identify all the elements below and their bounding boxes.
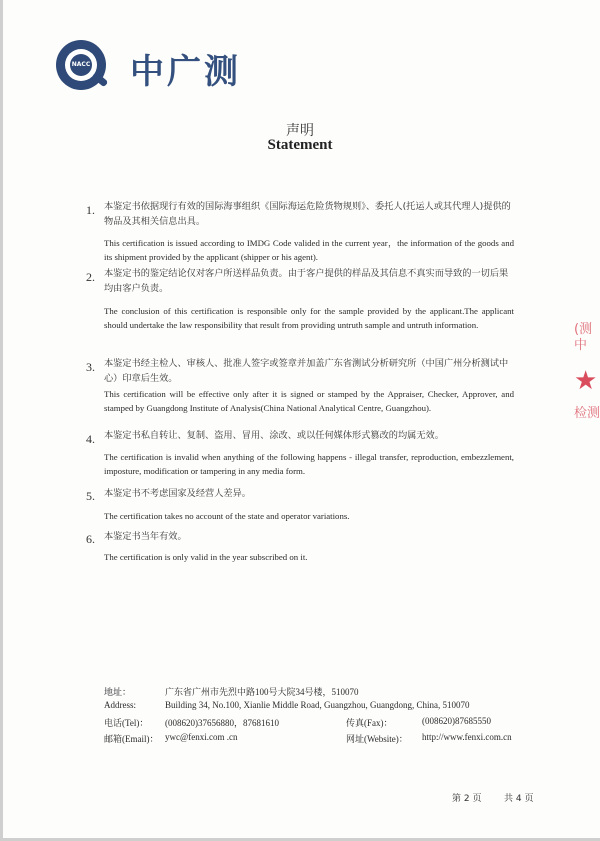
item-number: 4.	[86, 432, 95, 446]
fax-label: 传真(Fax)：	[346, 718, 393, 728]
company-logo	[56, 38, 256, 96]
fax-value: (008620)87685550	[422, 716, 491, 726]
website-label: 网址(Website)：	[346, 734, 408, 744]
address-label-english: Address:	[104, 700, 136, 710]
item-chinese-text: 本鉴定书私自转让、复制、盗用、冒用、涂改、或以任何媒体形式篡改的均属无效。	[104, 430, 444, 441]
page-title-chinese: 声明	[286, 123, 314, 139]
stamp-text-top: (测中	[574, 322, 593, 353]
page-title-english: Statement	[267, 137, 333, 153]
email-value: ywc@fenxi.com .cn	[165, 732, 238, 742]
website-value: http://www.fenxi.com.cn	[422, 732, 512, 742]
email-label: 邮箱(Email)：	[104, 734, 159, 744]
item-chinese-text: 本鉴定书的鉴定结论仅对客户所送样品负责。由于客户提供的样品及其信息不真实而导致的一切后果均由客户负责。	[104, 268, 509, 294]
item-number: 3.	[86, 360, 95, 374]
item-number: 5.	[86, 489, 95, 503]
item-chinese-text: 本鉴定书当年有效。	[104, 531, 187, 542]
tel-label: 电话(Tel)：	[104, 718, 149, 728]
logo-text: 中广测	[130, 52, 241, 92]
item-english-text: The certification takes no account of the state and operator variations.	[104, 511, 350, 521]
address-english: Building 34, No.100, Xianlie Middle Road, Guangzhou, Guangdong, China, 510070	[165, 700, 470, 710]
item-english-text: The conclusion of this certification is responsible only for the sample provided by the applicant.The applicant should undertake the law responsibility that result from providing untruth sample and untruth information.	[104, 306, 514, 330]
address-label-chinese: 地址：	[104, 687, 132, 697]
logo-badge: NACC	[70, 54, 92, 76]
item-chinese-text: 本鉴定书依据现行有效的国际海事组织《国际海运危险货物规则》、委托人(托运人或其代理人)提供的物品及其相关信息出具。	[104, 201, 511, 227]
item-english-text: The certification is only valid in the year subscribed on it.	[104, 552, 308, 562]
item-number: 1.	[86, 203, 95, 217]
item-chinese-text: 本鉴定书不考虑国家及经营人差异。	[104, 488, 251, 499]
stamp-star-icon: ★	[574, 366, 598, 396]
item-english-text: This certification is issued according to IMDG Code valided in the current year，the information of the goods and its shipment provided by the applicant (shipper or his agent).	[104, 238, 514, 262]
item-chinese-text: 本鉴定书经主检人、审核人、批准人签字或签章并加盖广东省测试分析研究所（中国广州分析测试中心）印章后生效。	[104, 358, 509, 384]
official-seal-stamp	[570, 318, 600, 448]
page-number-current: 第 2 页	[452, 794, 482, 804]
stamp-text-bottom: 检测	[574, 406, 600, 421]
page-number-total: 共 4 页	[504, 794, 534, 804]
item-number: 2.	[86, 270, 95, 284]
tel-value: (008620)37656880，87681610	[165, 718, 279, 728]
address-chinese: 广东省广州市先烈中路100号大院34号楼，510070	[165, 687, 359, 697]
item-number: 6.	[86, 532, 95, 546]
item-english-text: The certification is invalid when anything of the following happens - illegal transfer, reproduction, embezzlement, imposture, modification or tampering in any media form.	[104, 452, 514, 476]
item-english-text: This certification will be effective only after it is signed or stamped by the Appraiser, Checker, Approver, and stamped by Guangdong Institute of Analysis(China National Analytical Centre, Guangzhou).	[104, 389, 514, 413]
